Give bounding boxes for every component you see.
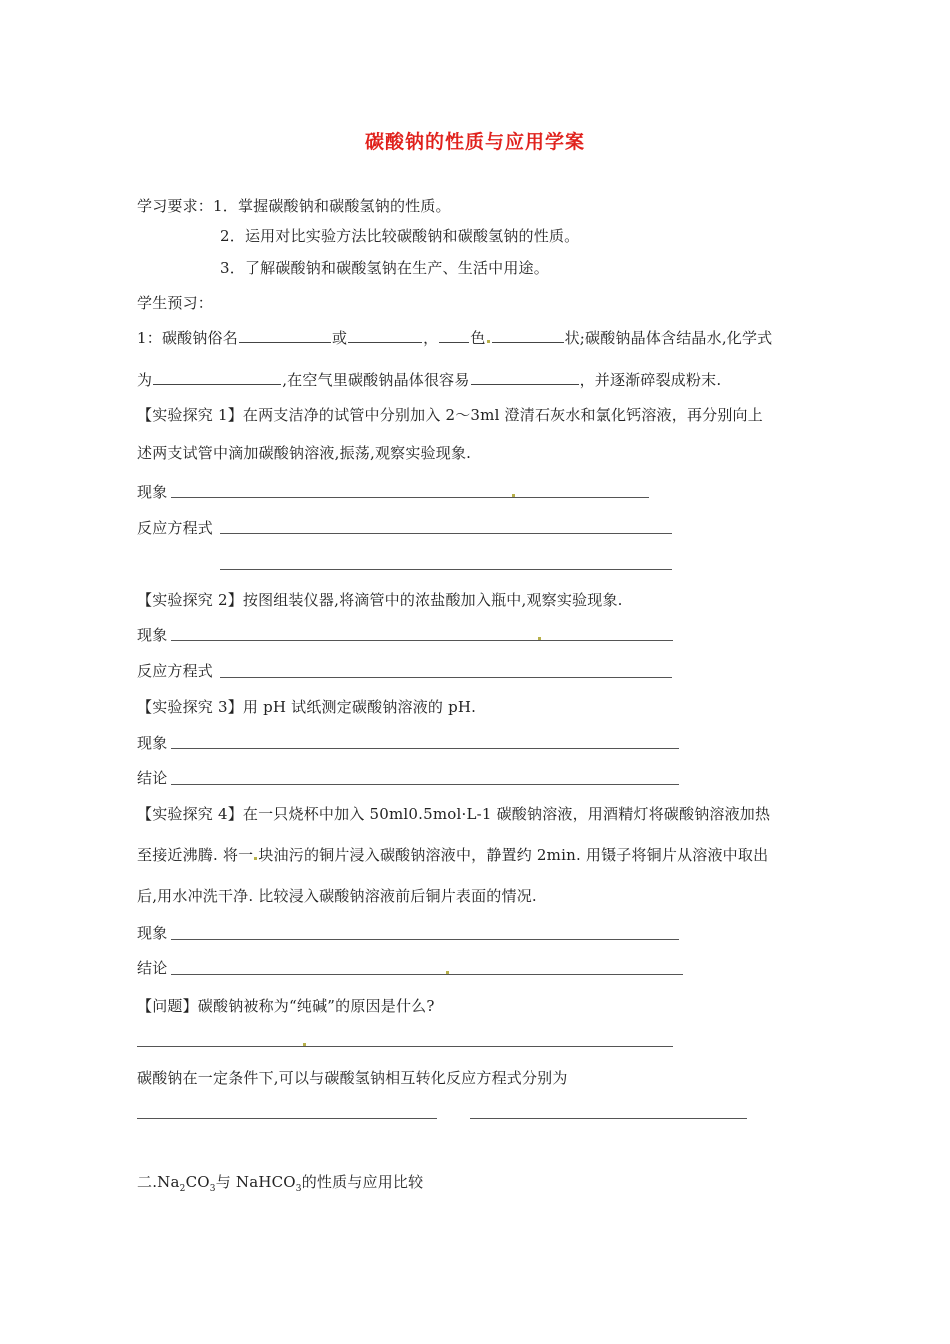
answer-blank[interactable]	[492, 328, 564, 343]
text-fragment: 状;碳酸钠晶体含结晶水,化学式	[564, 329, 773, 347]
requirements-line-1	[137, 196, 451, 216]
exp3-conclusion-label: 结论	[137, 769, 168, 787]
text-fragment: 至接近沸腾. 将一	[137, 846, 254, 864]
conversion-answer-line-1[interactable]	[137, 1118, 437, 1119]
text-fragment: 的性质与应用比较	[301, 1173, 424, 1191]
preview-line-2	[137, 370, 721, 390]
exp4-phenomenon-line[interactable]	[171, 939, 679, 940]
requirement-item: 1．掌握碳酸钠和碳酸氢钠的性质。	[213, 197, 451, 215]
exp1-equation-line-2[interactable]	[220, 569, 672, 570]
speck-mark	[446, 971, 449, 974]
answer-blank[interactable]	[439, 328, 469, 343]
speck-mark	[254, 857, 257, 860]
text-fragment: 或	[331, 329, 348, 347]
exp3-line-1: 【实验探究 3】用 pH 试纸测定碳酸钠溶液的 pH.	[137, 698, 477, 716]
exp4-conclusion-label: 结论	[137, 959, 168, 977]
text-fragment: 为	[137, 371, 153, 389]
exp4-conclusion-line[interactable]	[171, 974, 683, 975]
exp1-equation-line[interactable]	[220, 533, 672, 534]
exp2-phenomenon-line[interactable]	[171, 640, 673, 641]
exp2-phenomenon-label: 现象	[137, 626, 168, 644]
page-title: 碳酸钠的性质与应用学案	[364, 131, 585, 153]
speck-mark	[303, 1043, 306, 1046]
subscript: 3	[209, 1184, 216, 1194]
conversion-text: 碳酸钠在一定条件下,可以与碳酸氢钠相互转化反应方程式分别为	[137, 1069, 568, 1087]
preview-line-1	[137, 328, 772, 348]
subscript: 2	[179, 1184, 186, 1194]
requirement-item: 3．了解碳酸钠和碳酸氢钠在生产、生活中用途。	[220, 259, 549, 277]
text-fragment: 1：碳酸钠俗名	[137, 329, 238, 347]
exp1-line-2: 述两支试管中滴加碳酸钠溶液,振荡,观察实验现象.	[137, 444, 472, 462]
exp3-conclusion-line[interactable]	[171, 784, 679, 785]
subscript: 3	[295, 1184, 302, 1194]
answer-blank[interactable]	[471, 370, 579, 385]
question-answer-line[interactable]	[137, 1046, 673, 1047]
exp3-phenomenon-label: 现象	[137, 734, 168, 752]
text-fragment: ，	[423, 329, 439, 347]
exp4-line-2	[137, 845, 768, 865]
exp2-equation-line[interactable]	[220, 677, 672, 678]
text-fragment: ,在空气里碳酸钠晶体很容易	[282, 371, 470, 389]
exp3-phenomenon-line[interactable]	[171, 748, 679, 749]
conversion-answer-line-2[interactable]	[470, 1118, 747, 1119]
section-2-heading	[137, 1172, 423, 1192]
text-fragment: 与 NaHCO	[215, 1173, 296, 1191]
question-text: 【问题】碳酸钠被称为“纯碱”的原因是什么?	[137, 997, 435, 1015]
text-fragment: ，并逐渐碎裂成粉末.	[579, 371, 722, 389]
requirements-label: 学习要求：	[137, 197, 214, 215]
exp2-line-1: 【实验探究 2】按图组装仪器,将滴管中的浓盐酸加入瓶中,观察实验现象.	[137, 591, 623, 609]
answer-blank[interactable]	[153, 370, 281, 385]
exp1-equation-label: 反应方程式	[137, 519, 214, 537]
preview-label: 学生预习：	[137, 294, 214, 312]
requirement-item: 2．运用对比实验方法比较碳酸钠和碳酸氢钠的性质。	[220, 227, 580, 245]
exp1-line-1: 【实验探究 1】在两支洁净的试管中分别加入 2～3ml 澄清石灰水和氯化钙溶液，再分别向上	[137, 406, 763, 424]
exp4-phenomenon-label: 现象	[137, 924, 168, 942]
speck-mark	[487, 340, 490, 343]
exp4-line-1: 【实验探究 4】在一只烧杯中加入 50ml0.5mol·L-1 碳酸钠溶液，用酒精灯将碳酸钠溶液加热	[137, 805, 771, 823]
answer-blank[interactable]	[348, 328, 422, 343]
exp1-phenomenon-line[interactable]	[171, 497, 649, 498]
exp1-phenomenon-label: 现象	[137, 483, 168, 501]
exp4-line-3: 后,用水冲洗干净. 比较浸入碳酸钠溶液前后铜片表面的情况.	[137, 887, 537, 905]
exp2-equation-label: 反应方程式	[137, 662, 214, 680]
speck-mark	[538, 637, 541, 640]
answer-blank[interactable]	[239, 328, 331, 343]
text-fragment: 块油污的铜片浸入碳酸钠溶液中，静置约 2min. 用镊子将铜片从溶液中取出	[258, 846, 769, 864]
text-fragment: 二.Na	[137, 1173, 180, 1191]
text-fragment: 色	[470, 329, 486, 347]
text-fragment: CO	[185, 1173, 210, 1191]
speck-mark	[512, 494, 515, 497]
